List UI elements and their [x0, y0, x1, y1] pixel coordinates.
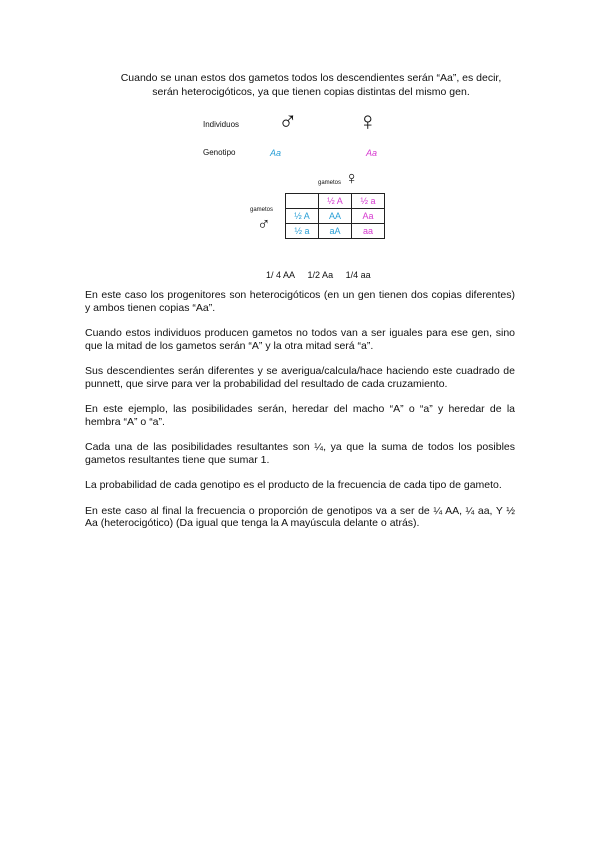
punnett-row — [286, 224, 385, 239]
paragraph: La probabilidad de cada genotipo es el producto de la frecuencia de cada tipo de gameto. — [85, 479, 502, 491]
male-gamete-symbol-icon: ♂ — [257, 214, 271, 234]
genotipo-label: Genotipo — [203, 148, 236, 157]
body-text — [85, 289, 515, 543]
gametos-male-label: gametos — [250, 207, 274, 213]
punnett-row — [286, 209, 385, 224]
punnett-header-row — [286, 194, 385, 209]
gametos-female-label: gametos — [318, 180, 342, 186]
paragraph: En este ejemplo, las posibilidades serán, heredar del macho “A” o “a” y heredar de la hembra “A” o “a”. — [85, 403, 515, 428]
female-genotype: Aa — [366, 148, 378, 158]
ratio-aa-hetero: 1/2 Aa — [307, 270, 334, 280]
punnett-cell: AA — [319, 209, 352, 224]
male-genotype: Aa — [270, 148, 282, 158]
intro-line-1: Cuando se unan estos dos gametos todos los descendientes serán “Aa”, es decir, — [120, 72, 502, 84]
punnett-row-header: ½ A — [286, 209, 319, 224]
punnett-cell: Aa — [352, 209, 385, 224]
punnett-row-header: ½ a — [286, 224, 319, 239]
female-gamete-symbol-icon: ♀ — [345, 168, 359, 188]
paragraph: Sus descendientes serán diferentes y se averigua/calcula/hace haciendo este cuadrado de punnett, que sirve para ver la probabilidad del resultado de cada cruzamiento. — [85, 365, 515, 390]
ratio-aa-homo-dom: 1/ 4 AA — [266, 270, 296, 280]
female-symbol-icon: ♀ — [358, 106, 378, 136]
paragraph: En este caso al final la frecuencia o proporción de genotipos va a ser de ¼ AA, ¼ aa, Y ½ Aa (heterocigótico) (Da igual que tenga la A mayúscula delante o atrás). — [85, 504, 515, 529]
ratio-aa-homo-rec: 1/4 aa — [345, 270, 371, 280]
individuos-label: Individuos — [203, 120, 240, 129]
punnett-cell: aa — [352, 224, 385, 239]
genotype-ratios — [266, 270, 381, 280]
punnett-square — [285, 193, 385, 239]
intro-text — [96, 71, 526, 99]
punnett-header-cell: ½ A — [319, 194, 352, 209]
paragraph: Cada una de las posibilidades resultantes son ¼, ya que la suma de todos los posibles gametos resultantes tiene que sumar 1. — [85, 441, 515, 466]
punnett-corner-cell — [286, 194, 319, 209]
male-symbol-icon: ♂ — [278, 106, 298, 136]
paragraph: En este caso los progenitores son heterocigóticos (en un gen tienen dos copias diferentes) y ambos tienen copias “Aa”. — [85, 289, 515, 314]
intro-line-2: serán heterocigóticos, ya que tienen copias distintas del mismo gen. — [152, 86, 470, 98]
punnett-figure — [200, 108, 400, 283]
punnett-header-cell: ½ a — [352, 194, 385, 209]
punnett-cell: aA — [319, 224, 352, 239]
paragraph: Cuando estos individuos producen gametos no todos van a ser iguales para ese gen, sino que la mitad de los gametos serán “A” y la otra mitad será “a”. — [85, 327, 515, 352]
